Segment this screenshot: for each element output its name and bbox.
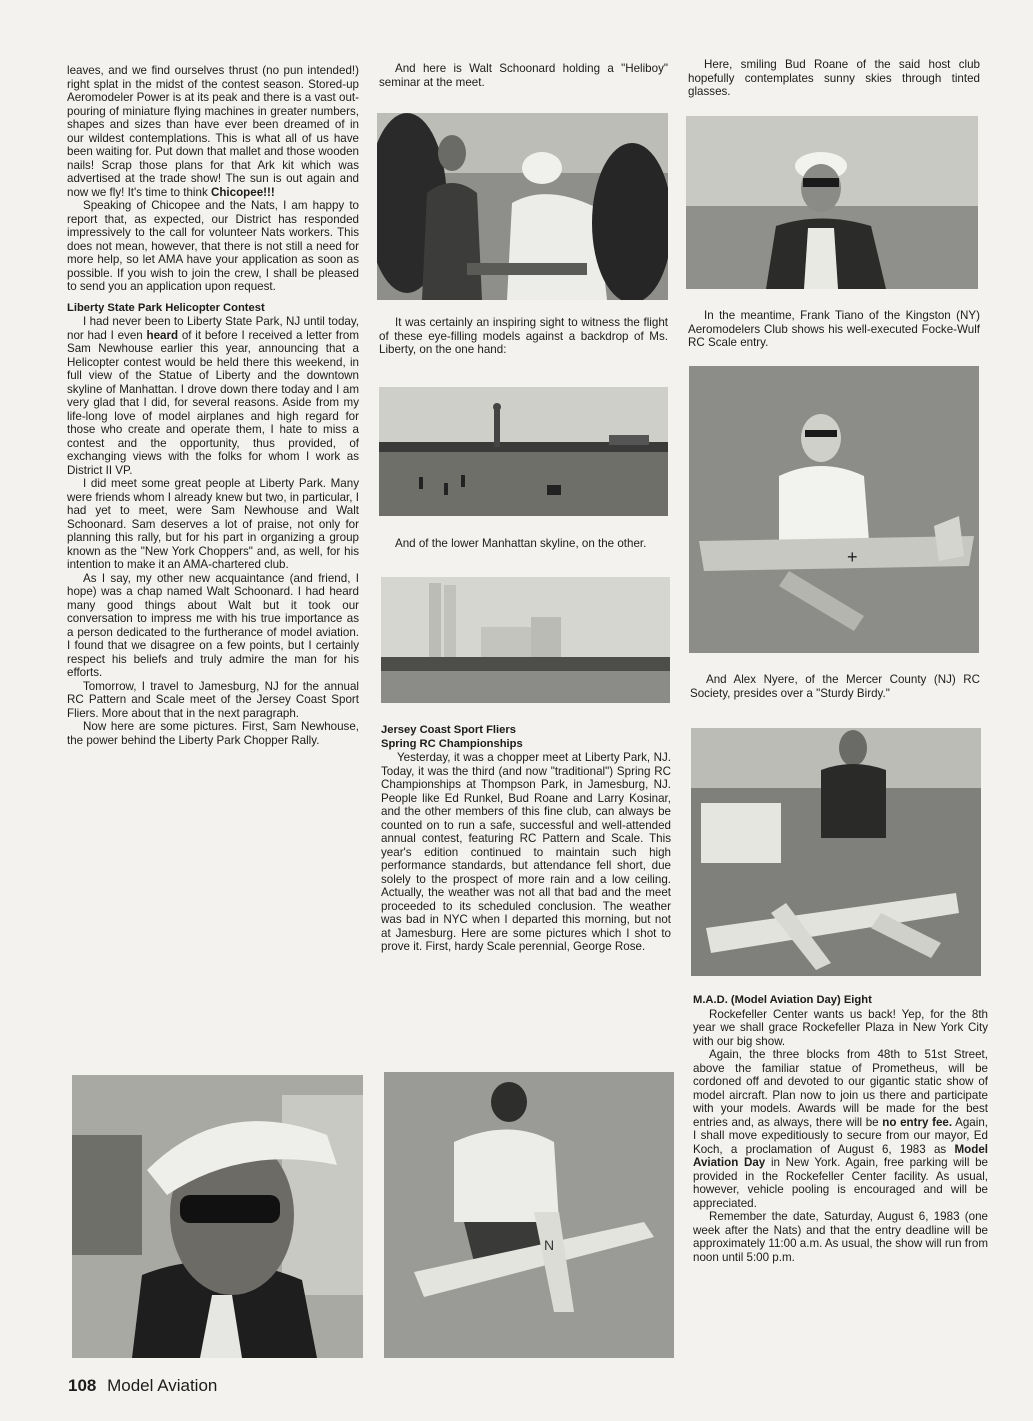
- paragraph: Again, the three blocks from 48th to 51st Street, above the familiar statue of Prometheus, will be cordoned off and devoted to our gigantic static show of model aircraft. Plan now to join us there and participate with your models. Awards will be made for the best entries and, as always, there will be no entry fee. Again, I shall move expeditiously to secure from our mayor, Ed Koch, a proclamation of August 6, 1983 as Model Aviation Day in New York. Again, free parking will be provided in the Rockefeller Center facility. As usual, however, vehicle pooling is encouraged and will be appreciated.: [693, 1048, 988, 1210]
- photo-manhattan-skyline: [381, 577, 670, 703]
- page-footer: [68, 1376, 217, 1396]
- paragraph: I had never been to Liberty State Park, NJ until today, nor had I even heard of it before I received a letter from Sam Newhouse earlier this year, announcing that a Helicopter contest would be held there this weekend, in full view of the Statue of Liberty and the downtown skyline of Manhattan. I drove down there today and I am very glad that I did, for several reasons. Aside from my life-long love of model airplanes and high regard for those who create and operate them, I hate to miss a contest and the opportunity, thus provided, of exchanging views with the folks for whom I work as District II VP.: [67, 315, 359, 477]
- section-heading-spring: Spring RC Championships: [381, 737, 523, 750]
- column-3: [688, 58, 980, 99]
- page-number: 108: [68, 1376, 97, 1395]
- section-heading-jersey: Jersey Coast Sport Fliers: [381, 724, 516, 736]
- photo-alex-nyere: [691, 728, 981, 976]
- photo-frank-tiano: [689, 366, 979, 653]
- column-2b: [379, 316, 668, 357]
- photo-george-rose: [384, 1072, 674, 1358]
- section-heading-mad: M.A.D. (Model Aviation Day) Eight: [693, 994, 872, 1006]
- column-3c: [690, 673, 980, 700]
- svg-text:+: +: [847, 547, 858, 567]
- paragraph: I did meet some great people at Liberty Park. Many were friends whom I already knew but two, in particular, I had yet to meet, were Sam Newhouse and Walt Schoonard. Sam deserves a lot of praise, not only for planning this rally, but for his part in organizing a group known as the "New York Choppers" and, as well, for his intention to make it an AMA-chartered club.: [67, 477, 359, 571]
- caption-walt: And here is Walt Schoonard holding a "Heliboy" seminar at the meet.: [379, 62, 668, 89]
- photo-sam-newhouse: [72, 1075, 363, 1358]
- column-3b: [688, 309, 980, 350]
- caption-manhattan: And of the lower Manhattan skyline, on the other.: [395, 537, 647, 550]
- paragraph: Tomorrow, I travel to Jamesburg, NJ for the annual RC Pattern and Scale meet of the Jersey Coast Sport Fliers. More about that in the next paragraph.: [67, 679, 359, 720]
- section-heading-liberty: Liberty State Park Helicopter Contest: [67, 301, 265, 314]
- caption-liberty: It was certainly an inspiring sight to witness the flight of these eye-filling models against a backdrop of Ms. Liberty, on the one hand:: [379, 316, 668, 356]
- svg-text:N: N: [544, 1237, 555, 1253]
- photo-walt-schoonard: [377, 113, 668, 300]
- column-2d: [381, 724, 671, 954]
- column-2c: [379, 537, 668, 551]
- paragraph: Now here are some pictures. First, Sam Newhouse, the power behind the Liberty Park Chopper Rally.: [67, 720, 359, 747]
- photo-statue-of-liberty: [379, 387, 668, 516]
- paragraph: Remember the date, Saturday, August 6, 1983 (one week after the Nats) and that the entry deadline will be approximately 11:00 a.m. As usual, the show will run from noon until 5:00 p.m.: [693, 1210, 988, 1264]
- photo-bud-roane: [686, 116, 978, 289]
- column-2: [379, 62, 668, 89]
- caption-frank-tiano: In the meantime, Frank Tiano of the Kingston (NY) Aeromodelers Club shows his well-executed Focke-Wulf RC Scale entry.: [688, 309, 980, 349]
- paragraph: Yesterday, it was a chopper meet at Liberty Park, NJ. Today, it was the third (and now "traditional") Spring RC Championships at Thompson Park, in Jamesburg, NJ. People like Ed Runkel, Bud Roane and Larry Kosinar, and the other members of this fine club, can always be counted on to run a safe, successful and well-attended annual contest, featuring RC Pattern and Scale. This year's edition continued to maintain such high performance standards, but attendance fell short, due solely to the prospect of more rain and a low ceiling. Actually, the weather was not all that bad and the meet proceeded to its scheduled conclusion. The weather was bad in NYC when I departed this morning, but not at Jamesburg. Here are some pictures which I shot to prove it. First, hardy Scale perennial, George Rose.: [381, 751, 671, 953]
- column-3d: [693, 994, 988, 1264]
- paragraph: As I say, my other new acquaintance (and friend, I hope) was a chap named Walt Schoonard. I had heard many good things about Walt but it took our conversation to impress me with his true importance as a person dedicated to the furtherance of model aviation. I found that we disagree on a few points, but I certainly respect his beliefs and truly admire the man for his efforts.: [67, 571, 359, 679]
- caption-alex-nyere: And Alex Nyere, of the Mercer County (NJ) RC Society, presides over a "Sturdy Birdy.": [690, 673, 980, 700]
- caption-bud-roane: Here, smiling Bud Roane of the said host club hopefully contemplates sunny skies through tinted glasses.: [688, 58, 980, 98]
- paragraph: leaves, and we find ourselves thrust (no pun intended!) right splat in the midst of the contest season. Stored-up Aeromodeler Power is at its peak and there is a vast out-pouring of miniature flying machines in greater numbers, shapes and sizes than have ever been dreamed of in our wildest contemplations. This is what all of us have been waiting for. Put down that mallet and those wooden nails! Scrap those plans for that Ark kit which was advertised at the trade show! The sun is out again and now we fly! It's time to think Chicopee!!!: [67, 64, 359, 199]
- column-1: [67, 64, 359, 747]
- paragraph: Speaking of Chicopee and the Nats, I am happy to report that, as expected, our District has responded impressively to the call for volunteer Nats workers. This does not mean, however, that there is not still a need for more help, so let AMA have your application as soon as possible. If you wish to join the crew, I shall be pleased to send you an application upon request.: [67, 199, 359, 293]
- paragraph: Rockefeller Center wants us back! Yep, for the 8th year we shall grace Rockefeller Plaza in New York City with our big show.: [693, 1007, 988, 1048]
- magazine-title: Model Aviation: [107, 1376, 218, 1395]
